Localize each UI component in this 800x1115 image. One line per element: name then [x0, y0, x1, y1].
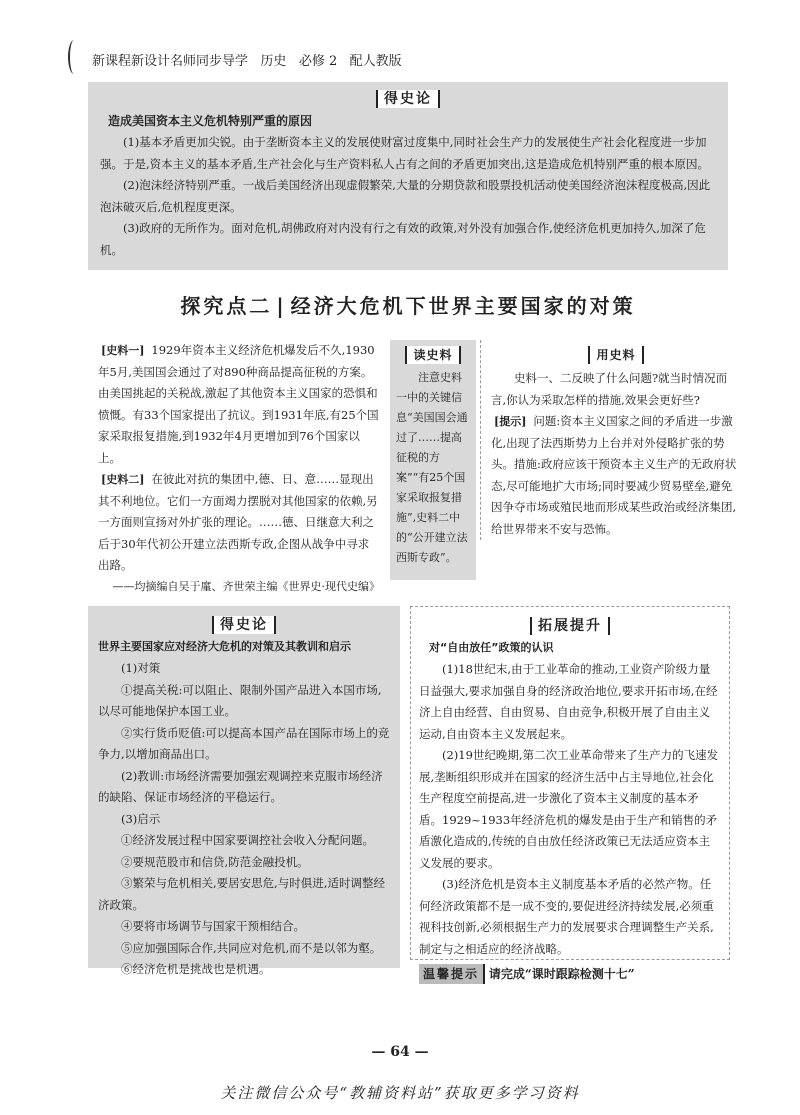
section-prefix: 探究点二 [180, 294, 273, 318]
page-header [60, 38, 760, 82]
header-edition: 配人教版 [349, 54, 402, 69]
conclusion-box-1-heading: 造成美国资本主义危机特别严重的原因 [108, 114, 313, 128]
conclusion-box-2-heading: 世界主要国家应对经济大危机的对策及其教训和启示 [98, 640, 351, 653]
source-2-label: [史料二] [101, 473, 145, 486]
source-1-label: [史料一] [101, 344, 145, 357]
box2-paragraph: ②实行货币贬值:可以提高本国产品在国际市场上的竞争力,以增加商品出口。 [98, 725, 390, 761]
box1-paragraph: (3)政府的无所作为。面对危机,胡佛政府对内没有行之有效的政策,对外没有加强合作,使经济危机更加持久,加深了危机。 [100, 221, 706, 257]
header-bracket-icon [68, 40, 80, 74]
tip-text: 请完成“课时跟踪检测十七” [488, 967, 635, 981]
box2-paragraph: ②要规范股市和信贷,防范金融投机。 [121, 854, 309, 869]
box3-paragraph: (1)18世纪末,由于工业革命的推动,工业资产阶级力量日益强大,要求加强自身的经济政治地位,要求开拓市场,在经济上自由经营、自由贸易、自由竞争,积极开展了自由主义运动,自由资本主义发展起来。 [419, 662, 718, 741]
box2-paragraph: ⑥经济危机是挑战也是机遇。 [121, 962, 271, 976]
tip-label: 温馨提示 [419, 964, 485, 984]
use-sources-title: 用史料 [588, 346, 643, 364]
conclusion-box-1-title: 得史论 [376, 90, 440, 108]
page-number: — 64 — [371, 1044, 429, 1060]
box2-paragraph: ①经济发展过程中国家要调控社会收入分配问题。 [121, 833, 374, 847]
read-sources-title: 读史料 [405, 346, 460, 364]
conclusion-box-2-title: 得史论 [212, 616, 276, 634]
sources-panel [98, 340, 380, 597]
use-sources-panel [480, 340, 741, 540]
read-sources-text: 注意史料一中的关键信息“美国国会通过了……提高征税的方案”“有25个国家采取报复措施”,史料二中的“公开建立法西斯专政”。 [396, 371, 468, 564]
box2-paragraph: (3)启示 [121, 811, 161, 826]
hint-text: 问题:资本主义国家之间的矛盾进一步激化,出现了法西斯势力上台并对外侵略扩张的势头。措施:政府应该干预资本主义生产的无政府状态,尽可能地扩大市场;同时要减少贸易壁垒,避免因争夺市场或殖民地而形成某些政治或经济集团,给世界带来不安与恐怖。 [491, 414, 737, 536]
box2-paragraph: ①提高关税:可以阻止、限制外国产品进入本国市场,以尽可能地保护本国工业。 [98, 682, 382, 718]
box1-paragraph: (1)基本矛盾更加尖锐。由于垄断资本主义的发展使财富过度集中,同时社会生产力的发展使生产社会化程度进一步加强。于是,资本主义的基本矛盾,生产社会化与生产资料私人占有之间的矛盾更加突出,这是造成危机特别严重的根本原因。 [100, 135, 709, 171]
box2-paragraph: ⑤应加强国际合作,共同应对危机,而不是以邻为壑。 [121, 940, 382, 955]
footer-note: 关注微信公众号“教辅资料站”获取更多学习资料 [220, 1084, 580, 1102]
box2-paragraph: (2)教训:市场经济需要加强宏观调控来克服市场经济的缺陷、保证市场经济的平稳运行。 [98, 768, 383, 804]
extension-box [410, 606, 730, 981]
box1-paragraph: (2)泡沫经济特别严重。一战后美国经济出现虚假繁荣,大量的分期贷款和股票投机活动使美国经济泡沫程度极高,因此泡沫破灭后,危机程度更深。 [100, 178, 711, 214]
box2-paragraph: ④要将市场调节与国家干预相结合。 [121, 919, 305, 933]
header-subject: 历史 [260, 54, 287, 69]
extension-box-heading: 对“自由放任”政策的认识 [429, 641, 554, 654]
source-citation: ——均摘编自吴于廑、齐世荣主编《世界史·现代史编》 [112, 579, 380, 593]
section-title-text: 经济大危机下世界主要国家的对策 [290, 294, 636, 318]
use-sources-question: 史料一、二反映了什么问题?就当时情况而言,你认为采取怎样的措施,效果会更好些? [491, 371, 728, 407]
box2-paragraph: (1)对策 [121, 661, 161, 675]
source-2-text: 在彼此对抗的集团中,德、日、意……显现出其不利地位。它们一方面竭力摆脱对其他国家的依赖,另一方面则宣扬对外扩张的理论。……德、日继意大利之后于30年代初公开建立法西斯专政,企图从战争中寻求出路。 [98, 472, 378, 572]
read-sources-panel [390, 340, 476, 580]
header-series: 新课程新设计名师同步导学 [92, 54, 249, 69]
box3-paragraph: (3)经济危机是资本主义制度基本矛盾的必然产物。任何经济政策都不是一成不变的,要促进经济持续发展,必须重视科技创新,必须根据生产力的发展要求合理调整生产关系,制定与之相适应的经济战略。 [419, 877, 714, 956]
section-title: 探究点二 | 经济大危机下世界主要国家的对策 [180, 294, 636, 318]
hint-label: [提示] [494, 415, 527, 428]
conclusion-box-1 [88, 82, 728, 270]
box3-paragraph: (2)19世纪晚期,第二次工业革命带来了生产力的飞速发展,垄断组织形成并在国家的经济生活中占主导地位,社会化生产程度空前提高,进一步激化了资本主义制度的基本矛盾。1929~1933年经济危机的爆发是由于生产和销售的矛盾激化造成的,传统的自由放任经济政策已无法适应资本主义发展的要求。 [419, 748, 719, 870]
tip-row [419, 964, 721, 984]
box2-paragraph: ③繁荣与危机相关,要居安思危,与时俱进,适时调整经济政策。 [98, 876, 385, 912]
source-1-text: 1929年资本主义经济危机爆发后不久,1930年5月,美国国会通过了对890种商品提高征税的方案。由美国挑起的关税战,激起了其他资本主义国家的恐惧和愤慨。有33个国家提出了抗议。到1931年底,有25个国家采取报复措施,到1932年4月更增加到76个国家以上。 [98, 343, 379, 465]
extension-box-title: 拓展提升 [530, 617, 610, 635]
conclusion-box-2 [88, 606, 400, 976]
header-book: 必修 2 [298, 54, 338, 69]
